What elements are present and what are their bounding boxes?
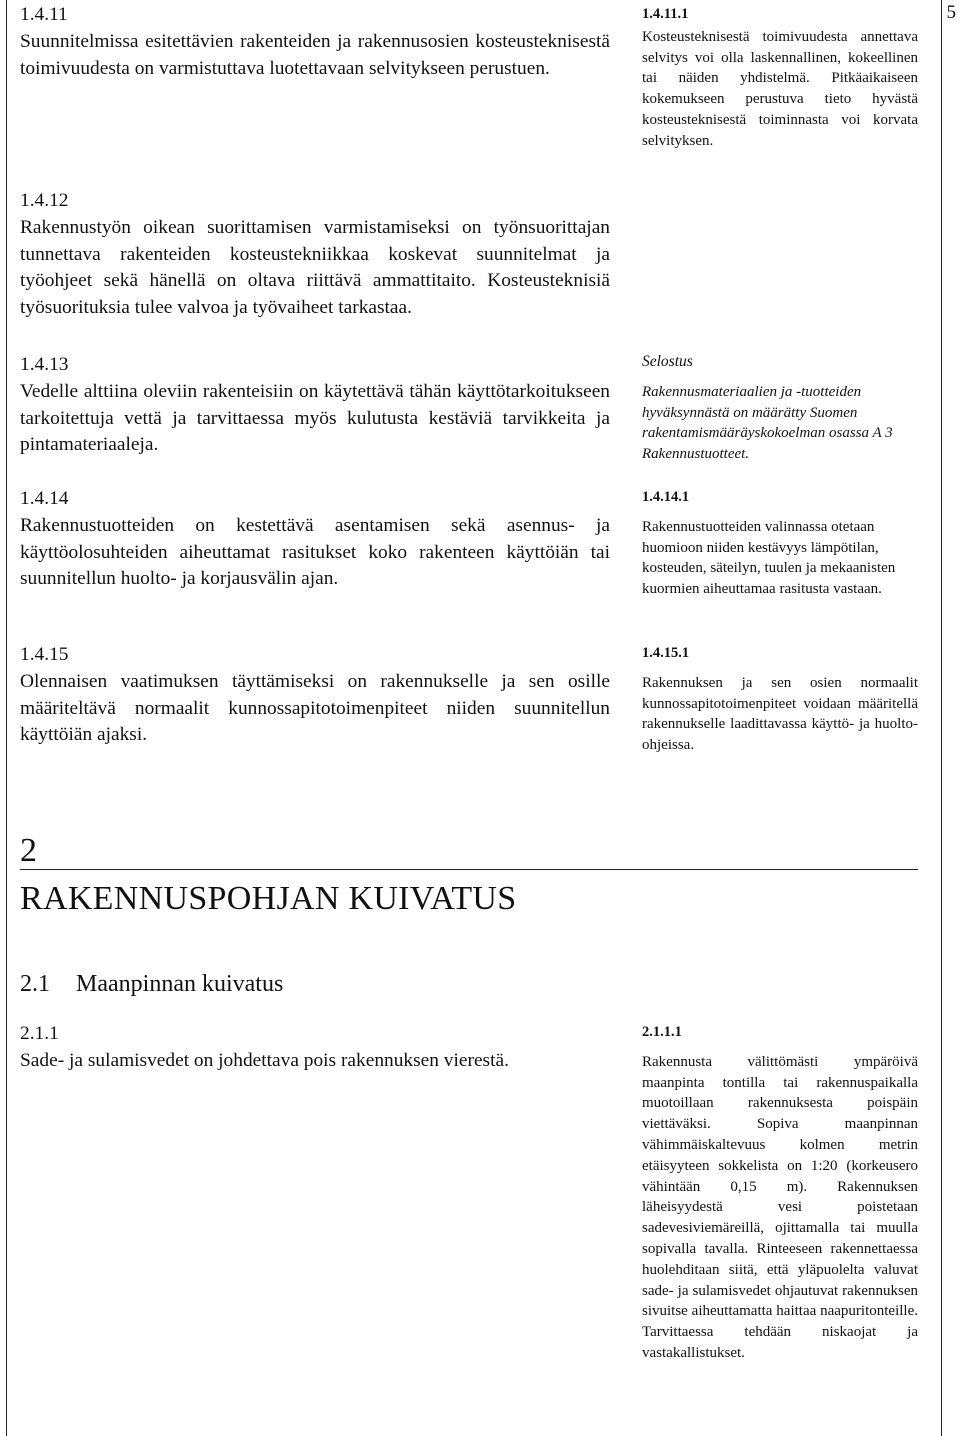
section-title: Maanpinnan kuivatus	[76, 971, 284, 997]
clause-number: 1.4.12	[20, 190, 69, 211]
note-1-4-11-1	[642, 4, 918, 152]
note-2-1-1-1	[642, 1022, 918, 1364]
clause-text: Vedelle alttiina oleviin rakenteisiin on käytettävä tähän käyttötarkoitukseen tarkoitettuja vettä ja tarvittaessa myös kulutusta kestäviä tarvikkeita ja pintamateriaaleja.	[20, 380, 610, 456]
note-heading: Selostus	[642, 353, 693, 370]
selostus-note	[642, 352, 918, 465]
right-margin-rule	[941, 0, 942, 1436]
clause-number: 1.4.15	[20, 644, 69, 665]
note-text: Rakennusmateriaalien ja -tuotteiden hyväksynnästä on määrätty Suomen rakentamismääräyskokoelman osassa A 3 Rakennustuotteet.	[642, 383, 893, 463]
section-heading	[20, 965, 283, 1003]
note-number: 1.4.15.1	[642, 645, 690, 661]
note-number: 1.4.14.1	[642, 489, 690, 505]
clause-text: Olennaisen vaatimuksen täyttämiseksi on rakennukselle ja sen osille määriteltävä normaalit kunnossapitotoimenpiteet niiden suunnitellun käyttöiän ajaksi.	[20, 670, 610, 746]
clause-text: Sade- ja sulamisvedet on johdettava pois rakennuksen vierestä.	[20, 1049, 509, 1071]
note-number: 1.4.11.1	[642, 6, 689, 22]
clause-number: 1.4.11	[20, 4, 68, 25]
clause-2-1-1	[20, 1021, 610, 1075]
note-number: 2.1.1.1	[642, 1024, 682, 1040]
chapter-number: 2	[20, 832, 37, 869]
clause-1-4-14	[20, 486, 610, 593]
clause-text: Suunnitelmissa esitettävien rakenteiden ja rakennusosien kosteusteknisestä toimivuudesta on varmistuttava luotettavaan selvitykseen perustuen.	[20, 30, 610, 79]
clause-1-4-13	[20, 352, 610, 459]
clause-text: Rakennustuotteiden on kestettävä asentamisen sekä asennus- ja käyttöolosuhteiden aiheuttamat rasitukset koko rakenteen käyttöiän tai suunnitellun huolto- ja korjausvälin ajan.	[20, 514, 610, 590]
clause-1-4-15	[20, 642, 610, 749]
clause-number: 1.4.14	[20, 488, 69, 509]
note-text: Rakennustuotteiden valinnassa otetaan huomioon niiden kestävyys lämpötilan, kosteuden, säteilyn, tuulen ja mekaanisten kuormien aiheuttamaa rasitusta vastaan.	[642, 518, 896, 598]
note-1-4-14-1	[642, 487, 918, 600]
left-margin-rule	[6, 0, 7, 1436]
note-1-4-15-1	[642, 643, 918, 756]
chapter-divider	[20, 869, 918, 870]
note-text: Kosteusteknisestä toimivuudesta annettava selvitys voi olla laskennallinen, kokeellinen tai näiden yhdistelmä. Pitkäaikaiseen kokemukseen perustuva tieto hyvästä kosteusteknisestä toiminnasta voi korvata selvityksen.	[642, 28, 918, 149]
section-number: 2.1	[20, 971, 50, 997]
page-number: 5	[946, 2, 956, 23]
chapter-title: RAKENNUSPOHJAN KUIVATUS	[20, 880, 517, 917]
note-text: Rakennusta välittömästi ympäröivä maanpinta tontilla tai rakennuspaikalla muotoillaan rakennuksesta poispäin viettäväksi. Sopiva maanpinnan vähimmäiskaltevuus kolmen metrin etäisyyteen sokkelista on 1:20 (korkeusero vähintään 0,15 m). Rakennuksen läheisyydestä vesi poistetaan sadevesiviemäreillä, ojittamalla tai muulla sopivalla tavalla. Rinteeseen rakennettaessa huolehditaan siitä, että yläpuolelta valuvat sade- ja sulamisvedet ohjautuvat rakennuksen sivuitse aiheuttamatta haittaa naapuritonteille. Tarvittaessa tehdään niskaojat ja vastakallistukset.	[642, 1053, 918, 1361]
note-text: Rakennuksen ja sen osien normaalit kunnossapitotoimenpiteet voidaan määritellä rakennukselle laadittavassa käyttö- ja huolto-ohjeissa.	[642, 674, 918, 754]
clause-1-4-11	[20, 2, 610, 82]
clause-1-4-12	[20, 188, 610, 322]
clause-text: Rakennustyön oikean suorittamisen varmistamiseksi on työnsuorittajan tunnettava rakenteiden kosteustekniikkaa koskevat suunnitelmat ja työohjeet sekä hänellä on oltava riittävä ammattitaito. Kosteusteknisiä työsuorituksia tulee valvoa ja työvaiheet tarkastaa.	[20, 216, 610, 319]
clause-number: 2.1.1	[20, 1023, 59, 1044]
clause-number: 1.4.13	[20, 354, 69, 375]
